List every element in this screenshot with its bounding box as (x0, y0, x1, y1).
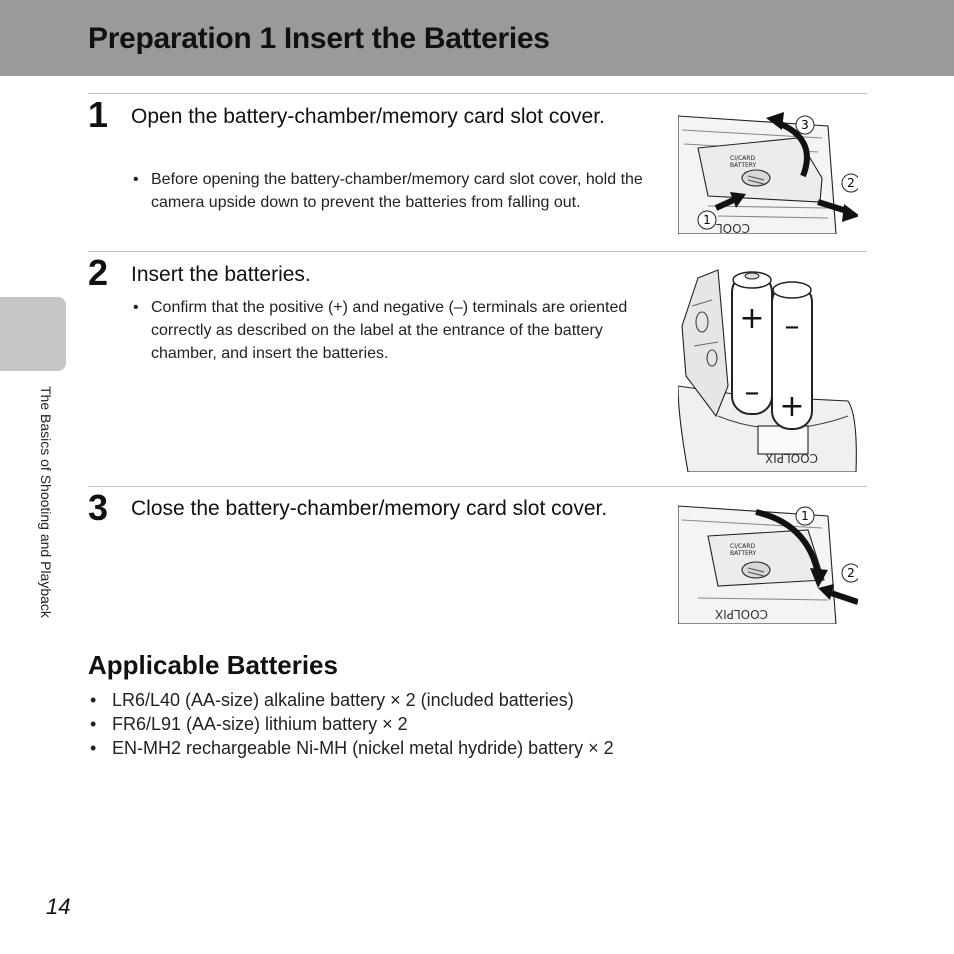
svg-text:+: + (739, 301, 765, 336)
applicable-batteries-heading: Applicable Batteries (88, 650, 338, 680)
step-divider (88, 486, 867, 487)
step-1-notes (131, 168, 651, 214)
svg-text:2: 2 (847, 176, 855, 190)
list-item: • EN-MH2 rechargeable Ni-MH (nickel metal hydride) battery × 2 (88, 736, 788, 760)
applicable-batteries-list (88, 688, 788, 760)
cover-label: BATTERY (730, 550, 757, 557)
svg-text:–: – (784, 309, 800, 344)
arrow-head-icon (842, 204, 858, 222)
callout-2 (842, 564, 858, 582)
step-2-number: 2 (88, 252, 109, 293)
step-divider (88, 251, 867, 252)
cover-label: CI/CARD (730, 543, 756, 550)
battery-right (772, 282, 812, 429)
camera-brand: COOLPIX (765, 451, 818, 465)
page-title: Preparation 1 Insert the Batteries (88, 22, 550, 55)
svg-text:2: 2 (847, 566, 855, 580)
step-3-number: 3 (88, 487, 109, 528)
step-3-illustration (678, 500, 858, 626)
step-2-notes (131, 296, 651, 365)
step-1-note: • Before opening the battery-chamber/memory card slot cover, hold the camera upside down to prevent the batteries from falling out. (131, 168, 651, 214)
cover-label: BATTERY (730, 162, 757, 169)
list-item: • LR6/L40 (AA-size) alkaline battery × 2 (included batteries) (88, 688, 788, 712)
battery-left (732, 272, 772, 414)
step-2-note: • Confirm that the positive (+) and negative (–) terminals are oriented correctly as described on the label at the entrance of the battery chamber, and insert the batteries. (131, 296, 651, 365)
step-2-text: Insert the batteries. (131, 263, 311, 286)
step-1-number: 1 (88, 94, 109, 135)
svg-text:–: – (744, 375, 760, 410)
callout-3 (796, 116, 814, 134)
side-tab-label: The Basics of Shooting and Playback (38, 386, 54, 618)
callout-2 (842, 174, 858, 192)
side-tab (0, 297, 66, 371)
cover-label: CI/CARD (730, 155, 756, 162)
camera-brand: COOLPIX (715, 607, 768, 621)
svg-text:3: 3 (801, 118, 809, 132)
list-item: • FR6/L91 (AA-size) lithium battery × 2 (88, 712, 788, 736)
callout-1 (796, 507, 814, 525)
step-1-illustration (678, 108, 858, 236)
step-divider (88, 93, 867, 94)
callout-1 (698, 211, 716, 229)
page-number: 14 (46, 894, 71, 919)
step-3-text: Close the battery-chamber/memory card slot cover. (131, 497, 608, 520)
step-2-illustration (678, 266, 858, 472)
camera-brand: COOL (716, 221, 750, 235)
svg-text:1: 1 (703, 213, 711, 227)
svg-text:+: + (779, 389, 805, 424)
step-1-text: Open the battery-chamber/memory card slot cover. (131, 105, 605, 128)
svg-text:1: 1 (801, 509, 809, 523)
